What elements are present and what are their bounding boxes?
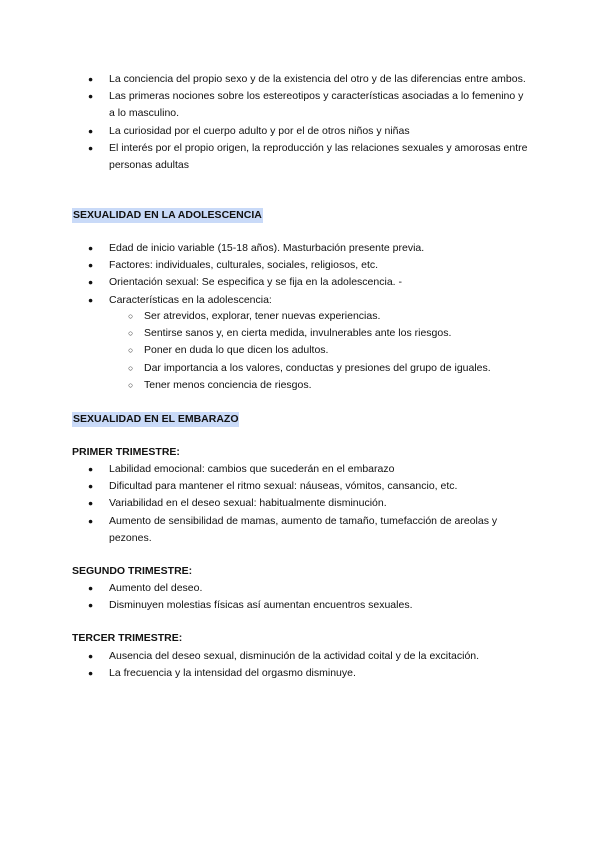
list-item: ● Dificultad para mantener el ritmo sexual: náuseas, vómitos, cansancio, etc. [72, 478, 532, 495]
list-item: ● Labilidad emocional: cambios que sucederán en el embarazo [72, 461, 532, 478]
list-item: ● El interés por el propio origen, la reproducción y las relaciones sexuales y amorosas entre personas adultas [72, 140, 532, 174]
list-item: ● Aumento de sensibilidad de mamas, aumento de tamaño, tumefacción de areolas y pezones. [72, 513, 532, 547]
sub-list-item: ○ Ser atrevidos, explorar, tener nuevas experiencias. [109, 308, 532, 325]
section-heading-embarazo: SEXUALIDAD EN EL EMBARAZO [73, 413, 239, 425]
tercer-trimestre-title: TERCER TRIMESTRE: [72, 632, 183, 644]
list-item: ● Orientación sexual: Se especifica y se fija en la adolescencia. - [72, 274, 532, 291]
section-heading-adolescencia: SEXUALIDAD EN LA ADOLESCENCIA [73, 209, 262, 221]
sub-list-item: ○ Sentirse sanos y, en cierta medida, invulnerables ante los riesgos. [109, 325, 532, 342]
tercer-trimestre-list [72, 648, 532, 682]
list-item: ● Aumento del deseo. [72, 580, 532, 597]
primer-trimestre-title: PRIMER TRIMESTRE: [72, 446, 180, 458]
list-item: ● Las primeras nociones sobre los estereotipos y características asociadas a lo femenino y a lo masculino. [72, 88, 532, 122]
adolescencia-list [72, 240, 532, 309]
list-item: ● Disminuyen molestias físicas así aumentan encuentros sexuales. [72, 597, 532, 614]
segundo-trimestre-list [72, 580, 532, 614]
intro-list [72, 71, 532, 174]
primer-trimestre-list [72, 461, 532, 547]
list-item: ● La curiosidad por el cuerpo adulto y por el de otros niños y niñas [72, 123, 532, 140]
list-item: ● Edad de inicio variable (15-18 años). Masturbación presente previa. [72, 240, 532, 257]
list-item: ● Ausencia del deseo sexual, disminución de la actividad coital y de la excitación. [72, 648, 532, 665]
sub-list-item: ○ Dar importancia a los valores, conductas y presiones del grupo de iguales. [109, 360, 532, 377]
list-item: ● Variabilidad en el deseo sexual: habitualmente disminución. [72, 495, 532, 512]
segundo-trimestre-title: SEGUNDO TRIMESTRE: [72, 565, 193, 577]
sub-list-item: ○ Tener menos conciencia de riesgos. [109, 377, 532, 394]
list-item: ● La frecuencia y la intensidad del orgasmo disminuye. [72, 665, 532, 682]
adolescencia-sublist [72, 308, 532, 394]
list-item: ● Características en la adolescencia: [72, 292, 532, 309]
sub-list-item: ○ Poner en duda lo que dicen los adultos. [109, 342, 532, 359]
list-item: ● La conciencia del propio sexo y de la existencia del otro y de las diferencias entre ambos. [72, 71, 532, 88]
list-item: ● Factores: individuales, culturales, sociales, religiosos, etc. [72, 257, 532, 274]
